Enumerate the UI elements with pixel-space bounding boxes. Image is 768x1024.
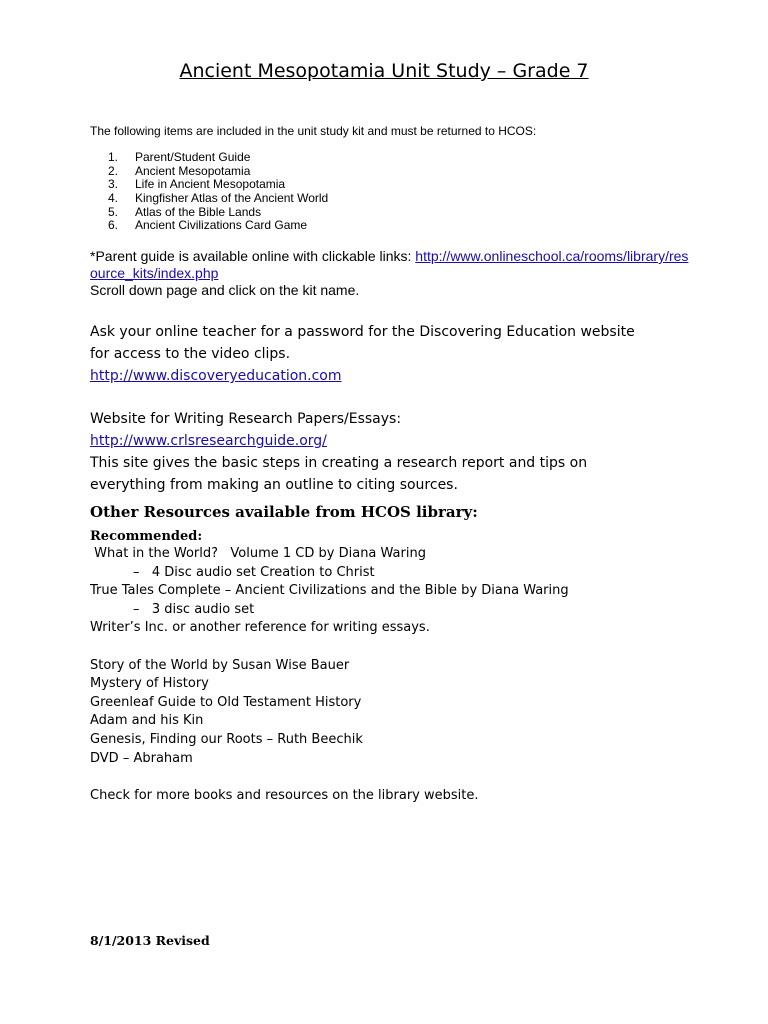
resource-item: Genesis, Finding our Roots – Ruth Beechik xyxy=(90,731,363,747)
research-guide-link[interactable]: http://www.crlsresearchguide.org/ xyxy=(90,433,327,449)
list-number: 6. xyxy=(108,218,119,233)
list-number: 4. xyxy=(108,191,119,206)
resource-item: Writer’s Inc. or another reference for writing essays. xyxy=(90,620,430,636)
resource-list xyxy=(90,545,569,805)
list-item-text: Kingfisher Atlas of the Ancient World xyxy=(135,191,329,206)
resource-item: True Tales Complete – Ancient Civilizations and the Bible by Diana Waring xyxy=(90,583,569,599)
writing-text-line: This site gives the basic steps in creating a research report and tips on xyxy=(90,455,588,471)
resource-item: Adam and his Kin xyxy=(90,713,204,729)
revised-date: 8/1/2013 Revised xyxy=(90,933,210,948)
resource-subitem: – 4 Disc audio set Creation to Christ xyxy=(133,564,375,580)
resource-subitem: – 3 disc audio set xyxy=(133,601,255,617)
writing-section xyxy=(90,408,690,496)
resource-kits-link[interactable]: http://www.onlineschool.ca/rooms/library/resource_kits/index.php xyxy=(90,248,689,281)
list-item-text: Ancient Mesopotamia xyxy=(135,163,251,178)
resource-item: Greenleaf Guide to Old Testament History xyxy=(90,694,362,710)
resource-item: Mystery of History xyxy=(90,676,209,692)
list-number: 5. xyxy=(108,204,119,219)
writing-text-line: everything from making an outline to citing sources. xyxy=(90,477,458,493)
discovery-education-link[interactable]: http://www.discoveryeducation.com xyxy=(90,368,342,384)
discovery-text-line: Ask your online teacher for a password for the Discovering Education website xyxy=(90,324,635,340)
discovery-section xyxy=(90,321,690,387)
list-item xyxy=(108,206,328,220)
resource-item: What in the World? Volume 1 CD by Diana Waring xyxy=(90,546,426,561)
page-title: Ancient Mesopotamia Unit Study – Grade 7 xyxy=(179,60,589,82)
list-item-text: Ancient Civilizations Card Game xyxy=(135,218,308,233)
list-item-text: Life in Ancient Mesopotamia xyxy=(135,177,286,192)
list-item xyxy=(108,165,328,179)
kit-item-list xyxy=(108,151,328,233)
recommended-label: Recommended: xyxy=(90,529,203,544)
writing-heading: Website for Writing Research Papers/Essays: xyxy=(90,411,402,427)
list-item xyxy=(108,219,328,233)
discovery-text-line: for access to the video clips. xyxy=(90,346,291,362)
list-item xyxy=(108,178,328,192)
scroll-instruction: Scroll down page and click on the kit name. xyxy=(90,282,360,298)
list-number: 1. xyxy=(108,150,119,164)
list-item-text: Atlas of the Bible Lands xyxy=(135,204,262,219)
resource-item: DVD – Abraham xyxy=(90,750,193,766)
library-website-note: Check for more books and resources on the library website. xyxy=(90,787,479,803)
list-number: 2. xyxy=(108,163,119,178)
other-resources-heading: Other Resources available from HCOS library: xyxy=(90,503,478,521)
parent-guide-note xyxy=(90,248,690,299)
parent-guide-text: *Parent guide is available online with clickable links: xyxy=(90,248,416,264)
intro-text: The following items are included in the unit study kit and must be returned to HCOS: xyxy=(90,124,537,138)
resource-item: Story of the World by Susan Wise Bauer xyxy=(90,657,350,673)
list-item-text: Parent/Student Guide xyxy=(135,150,251,164)
list-item xyxy=(108,151,328,165)
list-item xyxy=(108,192,328,206)
list-number: 3. xyxy=(108,177,119,192)
